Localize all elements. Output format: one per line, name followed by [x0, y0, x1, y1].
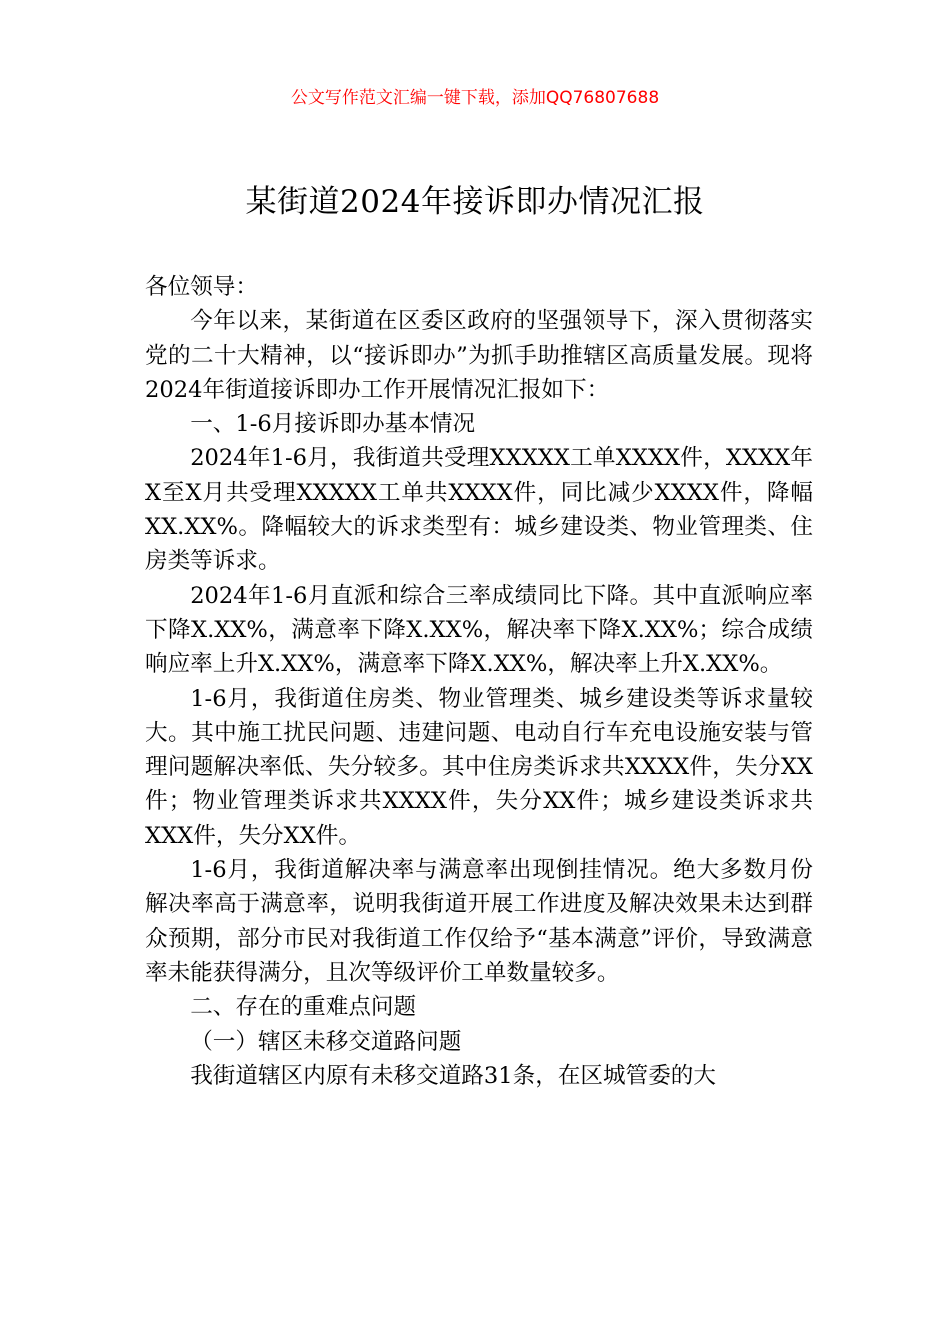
paragraph-workorders: 2024年1-6月，我街道共受理XXXXX工单XXXX件，XXXX年X至X月共受理XXXXX工单共XXXX件，同比减少XXXX件，降幅XX.XX%。降幅较大的诉求类型有：城乡建设类、物业管理类、住房类等诉求。: [145, 445, 813, 575]
subsection-heading-1: （一）辖区未移交道路问题: [190, 1028, 462, 1055]
section-heading-1: 一、1-6月接诉即办基本情况: [190, 411, 476, 438]
intro-paragraph: 今年以来，某街道在区委区政府的坚强领导下，深入贯彻落实党的二十大精神，以“接诉即办”为抓手助推辖区高质量发展。现将2024年街道接诉即办工作开展情况汇报如下：: [145, 308, 813, 403]
paragraph-roads: 我街道辖区内原有未移交道路31条，在区城管委的大: [190, 1062, 716, 1089]
document-title: 某街道2024年接诉即办情况汇报: [245, 184, 705, 220]
document-body: [145, 270, 813, 1093]
paragraph-inversion: 1-6月，我街道解决率与满意率出现倒挂情况。绝大多数月份解决率高于满意率，说明我街道开展工作进度及解决效果未达到群众预期，部分市民对我街道工作仅给予“基本满意”评价，导致满意率未能获得满分，且次等级评价工单数量较多。: [145, 857, 813, 986]
paragraph-categories: 1-6月，我街道住房类、物业管理类、城乡建设类等诉求量较大。其中施工扰民问题、违建问题、电动自行车充电设施安装与管理问题解决率低、失分较多。其中住房类诉求共XXXX件，失分XX件；物业管理类诉求共XXXX件，失分XX件；城乡建设类诉求共XXX件，失分XX件。: [145, 685, 813, 849]
section-heading-2: 二、存在的重难点问题: [190, 994, 417, 1021]
download-banner[interactable]: 公文写作范文汇编一键下载，添加QQ76807688: [290, 88, 660, 108]
paragraph-rates: 2024年1-6月直派和综合三率成绩同比下降。其中直派响应率下降X.XX%，满意率下降X.XX%，解决率下降X.XX%；综合成绩响应率上升X.XX%，满意率下降X.XX%，解决率上升X.XX%。: [145, 582, 813, 678]
salutation: 各位领导：: [145, 274, 258, 300]
